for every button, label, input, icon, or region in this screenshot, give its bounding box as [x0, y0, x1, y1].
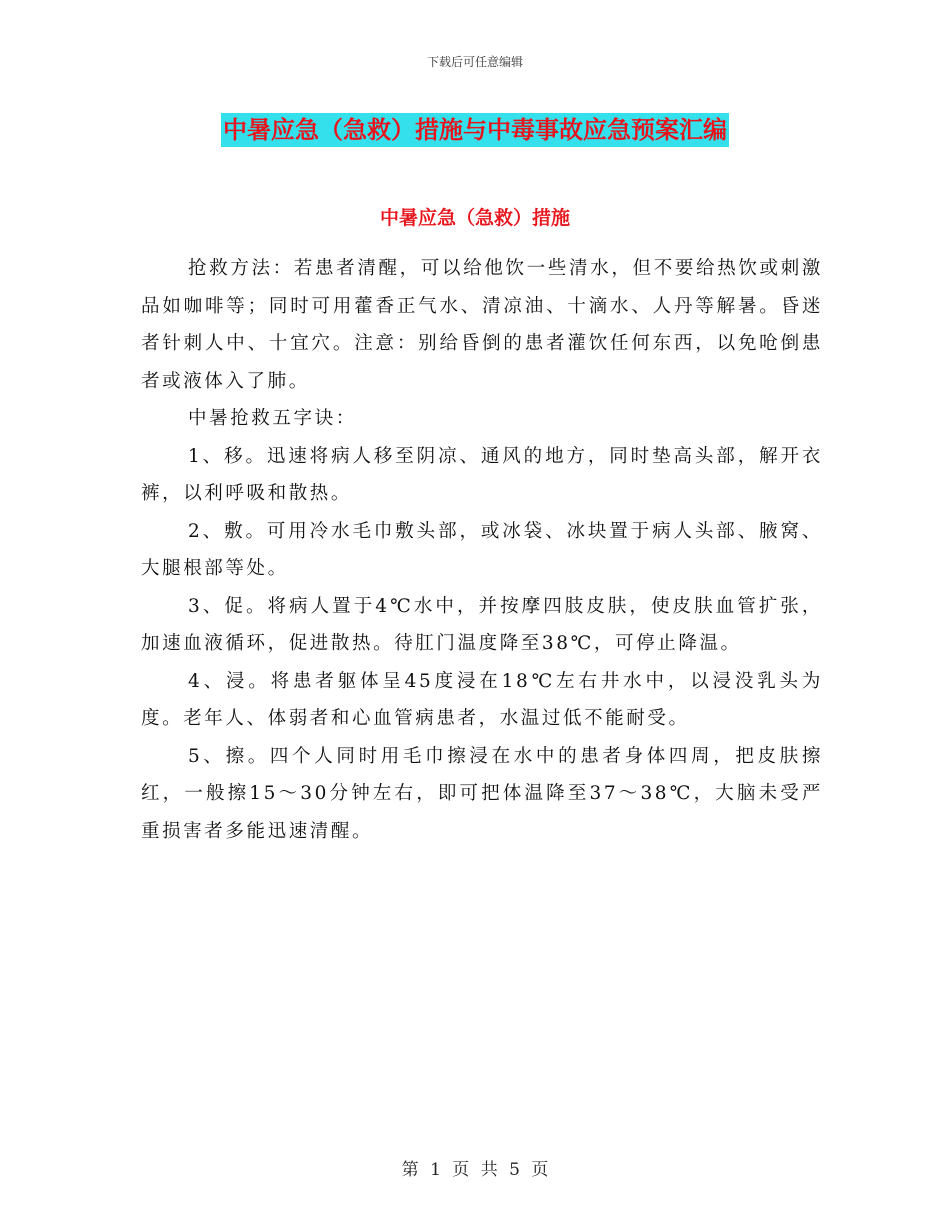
paragraph-five-word-formula: 中暑抢救五字诀： — [188, 408, 357, 429]
paragraph-step-immerse: 4、浸。将患者躯体呈45度浸在18℃左右井水中，以浸没乳头为度。老年人、体弱者和心血管病患者，水温过低不能耐受。 — [141, 670, 823, 729]
document-title: 中暑应急（急救）措施与中毒事故应急预案汇编 — [221, 113, 729, 147]
paragraph-step-rub: 5、擦。四个人同时用毛巾擦浸在水中的患者身体四周，把皮肤擦红，一般擦15～30分钟左右，即可把体温降至37～38℃，大脑未受严重损害者多能迅速清醒。 — [141, 745, 823, 842]
paragraph-step-promote: 3、促。将病人置于4℃水中，并按摩四肢皮肤，使皮肤血管扩张，加速血液循环，促进散热。待肛门温度降至38℃，可停止降温。 — [141, 595, 823, 654]
paragraph-step-move: 1、移。迅速将病人移至阴凉、通风的地方，同时垫高头部，解开衣裤，以利呼吸和散热。 — [141, 445, 823, 504]
section-title: 中暑应急（急救）措施 — [379, 207, 570, 229]
document-body — [141, 250, 823, 850]
page-footer: 第 1 页 共 5 页 — [401, 1160, 549, 1180]
paragraph-rescue-method: 抢救方法：若患者清醒，可以给他饮一些清水，但不要给热饮或刺激品如咖啡等；同时可用藿香正气水、清凉油、十滴水、人丹等解暑。昏迷者针刺人中、十宜穴。注意：别给昏倒的患者灌饮任何东西，以免呛倒患者或液体入了肺。 — [141, 258, 823, 392]
paragraph-step-compress: 2、敷。可用冷水毛巾敷头部，或冰袋、冰块置于病人头部、腋窝、大腿根部等处。 — [141, 520, 823, 579]
document-title-container — [0, 113, 950, 147]
header-note: 下载后可任意编辑 — [426, 55, 523, 69]
